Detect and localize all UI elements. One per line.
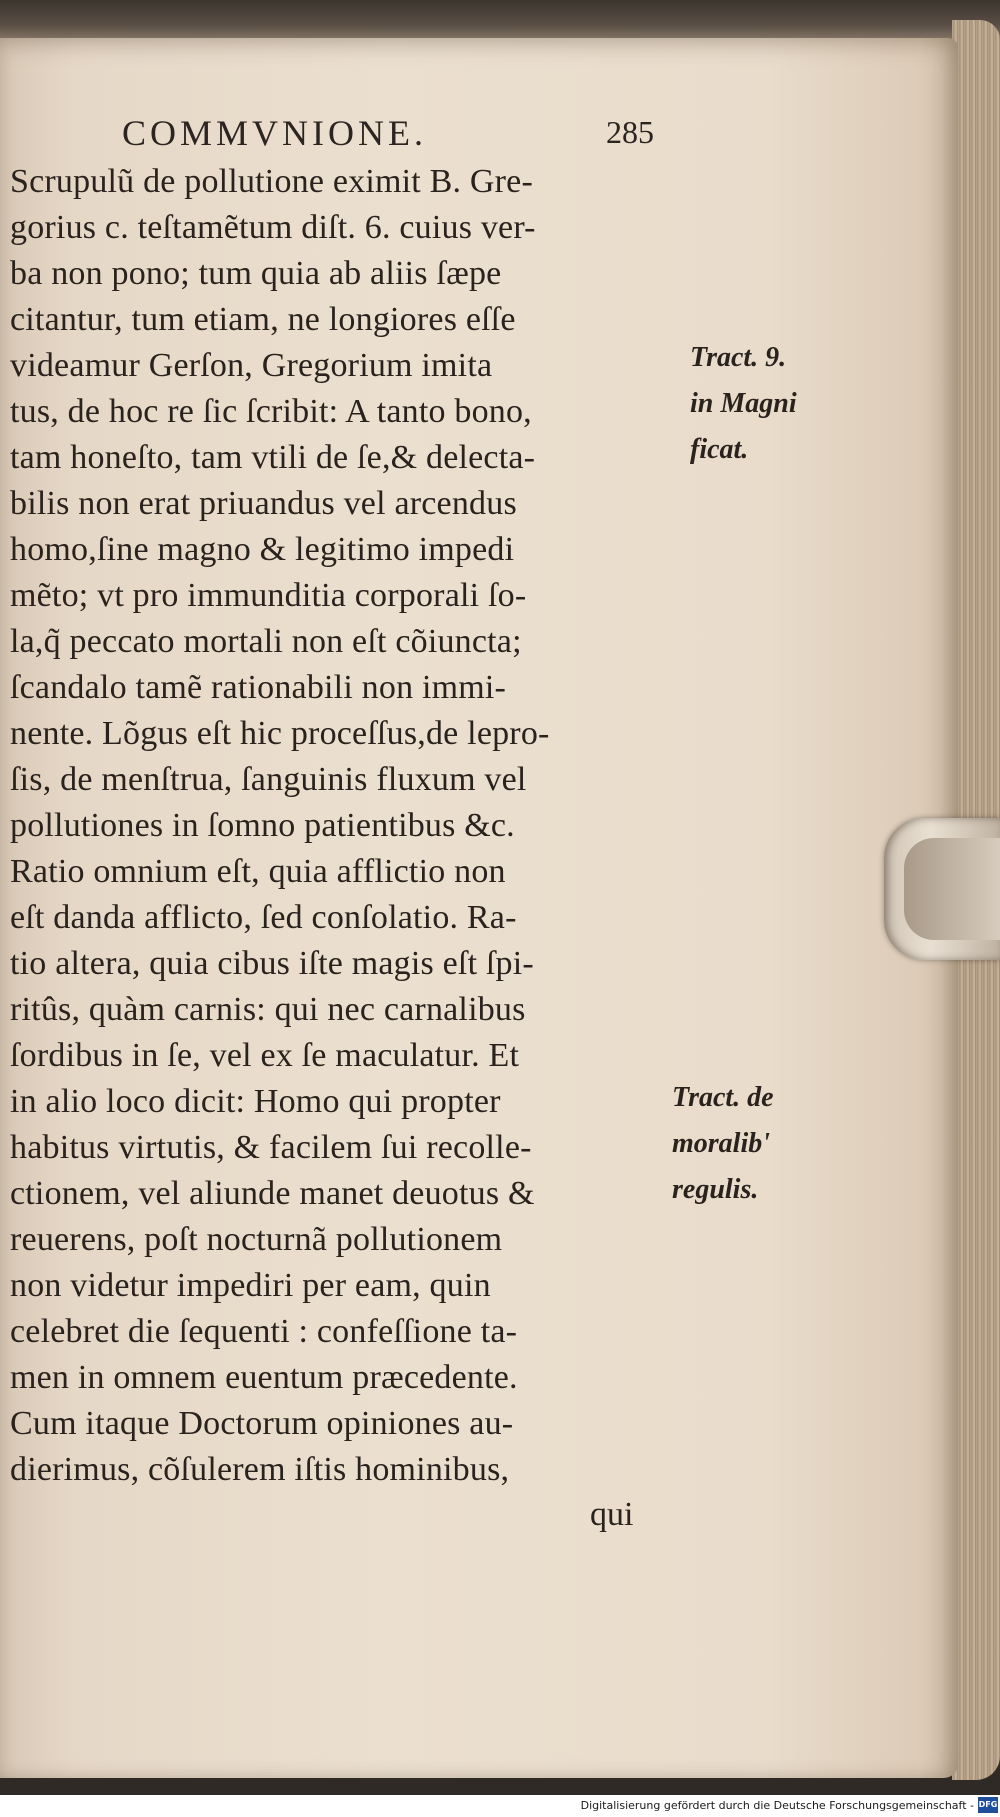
text-line: la,q̃ peccato mortali non eſt cõiuncta;: [10, 623, 522, 660]
page-header: [122, 112, 682, 154]
margin-note: regulis.: [672, 1174, 759, 1205]
text-line: reuerens, poſt nocturnã pollutionem: [10, 1221, 503, 1258]
text-line: ſcandalo tamẽ rationabili non immi-: [10, 669, 507, 706]
text-line: nente. Lõgus eſt hic proceſſus,de lepro-: [10, 715, 550, 752]
text-line: Cum itaque Doctorum opiniones au-: [10, 1405, 514, 1442]
margin-note: moralib': [672, 1128, 771, 1159]
text-line: videamur Gerſon, Gregorium imita: [10, 347, 493, 384]
text-line: ctionem, vel aliunde manet deuotus &: [10, 1175, 535, 1212]
text-line: men in omnem euentum præcedente.: [10, 1359, 518, 1396]
text-line: ba non pono; tum quia ab aliis ſæpe: [10, 255, 502, 292]
digitization-credit: Digitalisierung gefördert durch die Deutsche Forschungsgemeinschaft -: [580, 1799, 974, 1812]
text-line: pollutiones in ſomno patientibus &c.: [10, 807, 515, 844]
text-line: non videtur impediri per eam, quin: [10, 1267, 491, 1304]
running-title: COMMVNIONE.: [122, 113, 427, 153]
margin-note: Tract. 9.: [690, 342, 787, 373]
text-line: tus, de hoc re ſic ſcribit: A tanto bono,: [10, 393, 532, 430]
text-line: ſis, de menſtrua, ſanguinis fluxum vel: [10, 761, 527, 798]
text-line: celebret die ſequenti : confeſſione ta-: [10, 1313, 518, 1350]
text-line: dierimus, cõſulerem iſtis hominibus,: [10, 1451, 510, 1488]
margin-note: ficat.: [690, 434, 749, 465]
catchword: qui: [590, 1496, 634, 1533]
text-line: Scrupulũ de pollutione eximit B. Gre-: [10, 163, 533, 200]
text-line: bilis non erat priuandus vel arcendus: [10, 485, 517, 522]
text-line: tam honeſto, tam vtili de ſe,& delecta-: [10, 439, 536, 476]
text-line: mẽto; vt pro immunditia corporali ſo-: [10, 577, 527, 614]
text-line: gorius c. teſtamẽtum diſt. 6. cuius ver-: [10, 209, 536, 246]
text-line: citantur, tum etiam, ne longiores eſſe: [10, 301, 516, 338]
text-line: tio altera, quia cibus iſte magis eſt ſpi-: [10, 945, 534, 982]
book-top-edge: [0, 0, 1000, 42]
text-line: homo,ſine magno & legitimo impedi: [10, 531, 515, 568]
text-line: ſordibus in ſe, vel ex ſe maculatur. Et: [10, 1037, 520, 1074]
text-line: eſt danda afflicto, ſed conſolatio. Ra-: [10, 899, 517, 936]
text-line: ritûs, quàm carnis: qui nec carnalibus: [10, 991, 526, 1028]
text-line: in alio loco dicit: Homo qui propter: [10, 1083, 501, 1120]
book-clasp-inner: [904, 838, 1000, 940]
page-number: 285: [606, 114, 654, 150]
dfg-logo-icon: DFG: [978, 1797, 998, 1813]
margin-note: in Magni: [690, 388, 797, 419]
text-line: habitus virtutis, & facilem ſui recolle-: [10, 1129, 532, 1166]
text-line: Ratio omnium eſt, quia afflictio non: [10, 853, 506, 890]
margin-note: Tract. de: [672, 1082, 774, 1113]
